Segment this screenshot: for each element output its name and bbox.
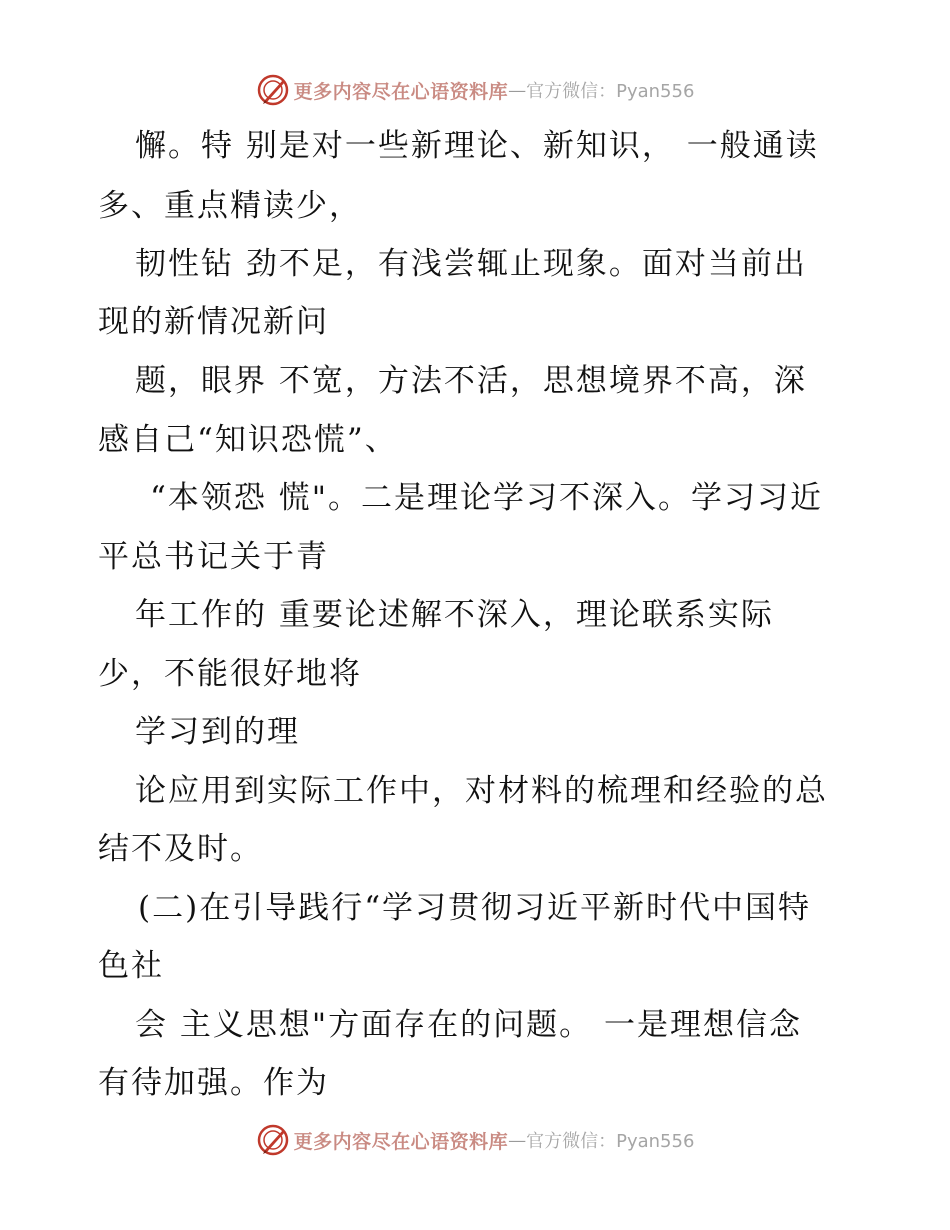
watermark-wechat-text: 官方微信：Pyan556 — [526, 1131, 695, 1152]
text-line: 少，不能很好地将 — [98, 656, 362, 692]
text-line: 题，眼界 不宽，方法不活，思想境界不高，深 — [135, 363, 807, 399]
text-line: 多、重点精读少， — [98, 188, 362, 224]
text-line: 色社 — [98, 948, 164, 984]
watermark-separator: — — [508, 79, 527, 101]
text-line: 会 主义思想"方面存在的问题。 一是理想信念 — [135, 1007, 802, 1043]
text-line: 韧性钻 劲不足，有浅尝辄止现象。面对当前出 — [135, 246, 807, 282]
text-line: 懈。特 别是对一些新理论、新知识， 一般通读 — [135, 128, 819, 164]
text-line: 有待加强。作为 — [98, 1065, 329, 1101]
text-line: 年工作的 重要论述解不深入，理论联系实际 — [135, 597, 774, 633]
watermark-wechat-text: 官方微信：Pyan556 — [526, 81, 695, 102]
text-line: 感自己“知识恐慌”、 — [98, 422, 398, 458]
text-line: (二)在引导践行“学习贯彻习近平新时代中国特 — [138, 890, 812, 926]
watermark-footer — [0, 1120, 950, 1160]
text-line: 现的新情况新问 — [98, 304, 329, 340]
text-line: 平总书记关于青 — [98, 539, 329, 575]
watermark-site-text: 更多内容尽在心语资料库 — [293, 1130, 509, 1153]
text-line: 论应用到实际工作中，对材料的梳理和经验的总 — [135, 773, 828, 809]
text-line: 学习到的理 — [135, 714, 300, 750]
watermark-separator: — — [508, 1129, 527, 1151]
watermark-site-text: 更多内容尽在心语资料库 — [293, 80, 509, 103]
text-line: “本领恐 慌"。二是理论学习不深入。学习习近 — [150, 480, 823, 516]
text-line: 结不及时。 — [98, 831, 263, 867]
pen-logo-icon — [256, 1123, 290, 1157]
